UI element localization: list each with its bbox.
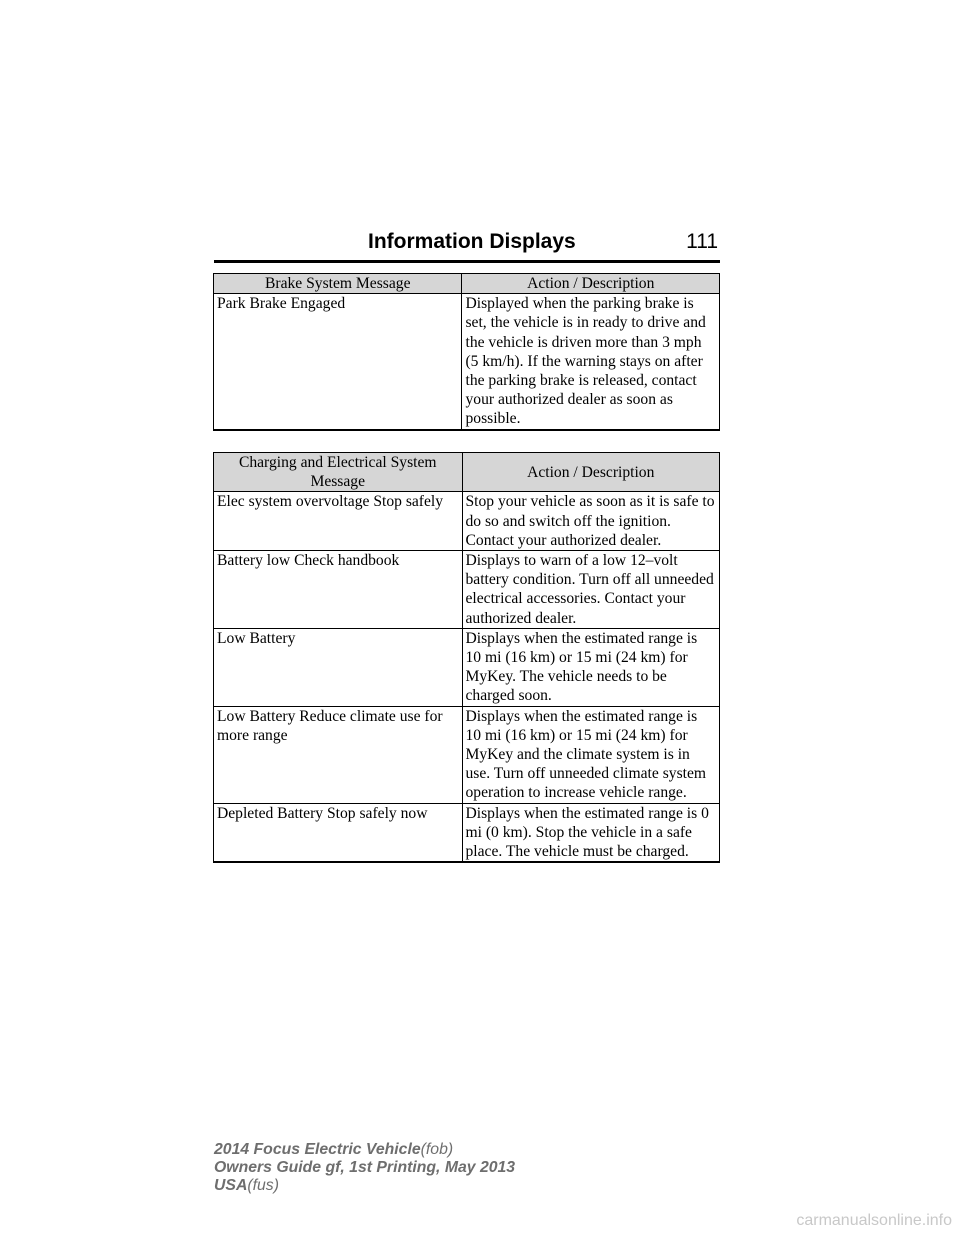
table-header-row	[214, 453, 720, 492]
footer-line-market	[214, 1177, 515, 1195]
footer-line-printing: Owners Guide gf, 1st Printing, May 2013	[214, 1159, 516, 1176]
table-row	[214, 551, 720, 629]
table-row	[214, 706, 720, 803]
column-header-message: Brake System Message	[214, 274, 462, 294]
column-header-description: Action / Description	[462, 274, 720, 294]
message-cell: Park Brake Engaged	[214, 294, 462, 430]
description-cell: Displays when the estimated range is 10 mi (16 km) or 15 mi (24 km) for MyKey and the climate system is in use. Turn off unneeded climate system operation to increase vehicle range.	[462, 706, 720, 803]
table-row	[214, 803, 720, 862]
brake-system-message-table	[213, 273, 720, 431]
column-header-description: Action / Description	[462, 453, 720, 492]
table-row	[214, 294, 720, 430]
table-row	[214, 628, 720, 706]
description-cell: Displays when the estimated range is 10 mi (16 km) or 15 mi (24 km) for MyKey. The vehicle needs to be charged soon.	[462, 628, 720, 706]
page-number: 111	[686, 230, 718, 253]
description-cell: Displays to warn of a low 12–volt battery condition. Turn off all unneeded electrical accessories. Contact your authorized dealer.	[462, 551, 720, 629]
description-cell: Displays when the estimated range is 0 mi (0 km). Stop the vehicle in a safe place. The vehicle must be charged.	[462, 803, 720, 862]
message-cell: Low Battery	[214, 628, 463, 706]
footer-model-name: 2014 Focus Electric Vehicle	[214, 1141, 421, 1158]
message-cell: Elec system overvoltage Stop safely	[214, 492, 463, 551]
table-header-row	[214, 274, 720, 294]
footer-line-model	[214, 1141, 515, 1159]
message-cell: Battery low Check handbook	[214, 551, 463, 629]
page-header	[214, 228, 720, 263]
charging-electrical-message-table	[213, 452, 720, 863]
watermark: carmanualsonline.info	[796, 1212, 952, 1229]
document-footer	[214, 1141, 515, 1195]
footer-model-code: (fob)	[420, 1141, 454, 1158]
description-cell: Displayed when the parking brake is set, the vehicle is in ready to drive and the vehicle is driven more than 3 mph (5 km/h). If the warning stays on after the parking brake is released, contact your authorized dealer as soon as possible.	[462, 294, 720, 430]
section-title: Information Displays	[368, 230, 576, 253]
message-cell: Depleted Battery Stop safely now	[214, 803, 463, 862]
footer-market-code: (fus)	[247, 1177, 279, 1194]
footer-market-name: USA	[214, 1177, 248, 1194]
table-row	[214, 492, 720, 551]
description-cell: Stop your vehicle as soon as it is safe to do so and switch off the ignition. Contact your authorized dealer.	[462, 492, 720, 551]
message-cell: Low Battery Reduce climate use for more range	[214, 706, 463, 803]
column-header-message: Charging and Electrical System Message	[214, 453, 463, 492]
